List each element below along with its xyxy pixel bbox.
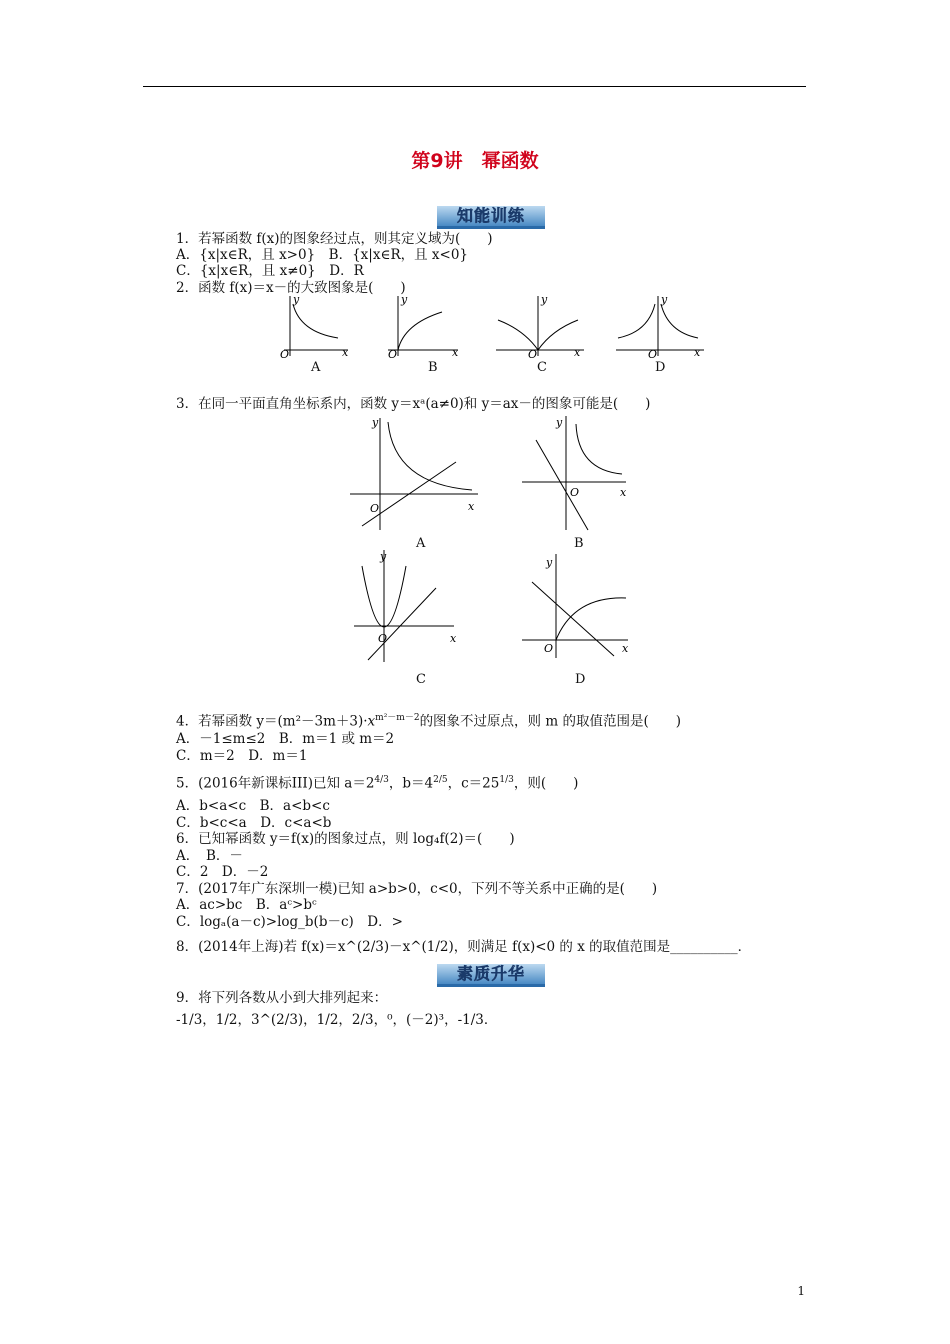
svg-text:y: y xyxy=(380,550,387,563)
q4-stem xyxy=(176,710,681,730)
svg-text:x: x xyxy=(468,500,475,513)
q2-graph-d xyxy=(614,294,710,360)
q2-graph-a xyxy=(276,294,356,360)
q1-options-ab: A．{x|x∈R，且 x>0} B．{x|x∈R，且 x<0} xyxy=(176,247,469,263)
q2-graph-c xyxy=(494,294,590,360)
svg-text:y: y xyxy=(541,293,548,306)
q2-graph-b xyxy=(386,294,466,360)
q3-caption-c: C xyxy=(416,672,426,687)
q5-stem xyxy=(176,772,578,792)
q7-options-cd: C．logₐ(a－c)>log_b(b－c) D．> xyxy=(176,914,403,930)
svg-text:y: y xyxy=(546,556,553,569)
q4-options-cd: C．m＝2 D．m＝1 xyxy=(176,748,308,764)
q9-stem: 9．将下列各数从小到大排列起来： xyxy=(176,990,388,1006)
q4-stem-text: 4．若幂函数 y＝(m²－3m＋3)· xyxy=(176,713,368,730)
q5-b-exponent: 2/5 xyxy=(433,775,448,785)
q3-graph-c xyxy=(354,548,464,666)
q5-a-exponent: 4/3 xyxy=(374,775,389,785)
q6-options-ab: A． B．－ xyxy=(176,848,243,864)
q5-stem-tail: ，则( ) xyxy=(513,775,579,792)
svg-text:x: x xyxy=(694,346,701,359)
q2-caption-b: B xyxy=(428,360,438,375)
q8-stem: 8．(2014年上海)若 f(x)＝x^(2/3)－x^(1/2)，则满足 f(x)<0 的 x 的取值范围是__________． xyxy=(176,939,752,955)
svg-text:x: x xyxy=(342,346,349,359)
svg-text:O: O xyxy=(378,632,388,645)
svg-text:x: x xyxy=(620,486,627,499)
q3-caption-a: A xyxy=(416,536,426,551)
svg-text:x: x xyxy=(452,346,459,359)
svg-text:y: y xyxy=(293,293,300,306)
svg-text:O: O xyxy=(370,502,380,515)
q2-caption-d: D xyxy=(655,360,666,375)
q6-options-cd: C．2 D．－2 xyxy=(176,864,269,880)
svg-text:x: x xyxy=(450,632,457,645)
svg-text:O: O xyxy=(388,348,398,361)
q2-stem: 2．函数 f(x)＝x－的大致图象是( ) xyxy=(176,280,406,296)
q7-options-ab: A．ac>bc B．aᶜ>bᶜ xyxy=(176,897,317,913)
svg-text:O: O xyxy=(648,348,658,361)
svg-text:O: O xyxy=(280,348,290,361)
section-banner-1: 知能训练 xyxy=(437,206,545,229)
q3-graph-a xyxy=(350,414,480,532)
q5-options-cd: C．b<c<a D．c<a<b xyxy=(176,815,332,831)
q3-caption-b: B xyxy=(574,536,584,551)
q5-options-ab: A．b<a<c B．a<b<c xyxy=(176,798,330,814)
q3-caption-d: D xyxy=(575,672,586,687)
q2-caption-c: C xyxy=(537,360,547,375)
q5-c-exponent: 1/3 xyxy=(499,775,514,785)
svg-text:O: O xyxy=(570,486,580,499)
q9-number-list: -1/3，1/2，3^(2/3)，1/2，2/3，⁰，(－2)³，-1/3． xyxy=(176,1012,498,1028)
q2-caption-a: A xyxy=(311,360,321,375)
q5-b-part: ，b＝4 xyxy=(388,775,434,792)
page-title: 第9讲 幂函数 xyxy=(411,150,539,172)
q7-stem: 7．(2017年广东深圳一模)已知 a>b>0，c<0，下列不等关系中正确的是( ) xyxy=(176,881,658,897)
q5-stem-text: 5．(2016年新课标III)已知 a＝2 xyxy=(176,775,375,792)
section-banner-2: 素质升华 xyxy=(437,964,545,987)
q4-stem-tail: 的图象不过原点，则 m 的取值范围是( ) xyxy=(419,713,681,730)
svg-text:x: x xyxy=(622,642,629,655)
q5-c-part: ，c＝25 xyxy=(447,775,500,792)
q4-exponent: m²－m－2 xyxy=(375,713,420,723)
svg-text:y: y xyxy=(372,416,379,429)
svg-text:O: O xyxy=(528,348,538,361)
q4-options-ab: A．－1≤m≤2 B．m＝1 或 m＝2 xyxy=(176,731,395,747)
q4-power-base: x xyxy=(367,713,376,730)
q1-options-cd: C．{x|x∈R，且 x≠0} D．R xyxy=(176,263,364,279)
q6-stem: 6．已知幂函数 y＝f(x)的图象过点，则 log₄f(2)＝( ) xyxy=(176,831,515,847)
q3-graph-d xyxy=(520,552,632,662)
q3-stem: 3．在同一平面直角坐标系内，函数 y＝xᵃ(a≠0)和 y＝ax－的图象可能是( ) xyxy=(176,396,651,412)
svg-text:y: y xyxy=(401,293,408,306)
svg-text:y: y xyxy=(556,416,563,429)
page-number: 1 xyxy=(797,1284,805,1298)
svg-text:x: x xyxy=(574,346,581,359)
svg-text:y: y xyxy=(661,293,668,306)
svg-text:O: O xyxy=(544,642,554,655)
q3-graph-b xyxy=(522,414,632,532)
q1-stem: 1．若幂函数 f(x)的图象经过点，则其定义域为( ) xyxy=(176,231,493,247)
top-rule xyxy=(143,86,806,87)
